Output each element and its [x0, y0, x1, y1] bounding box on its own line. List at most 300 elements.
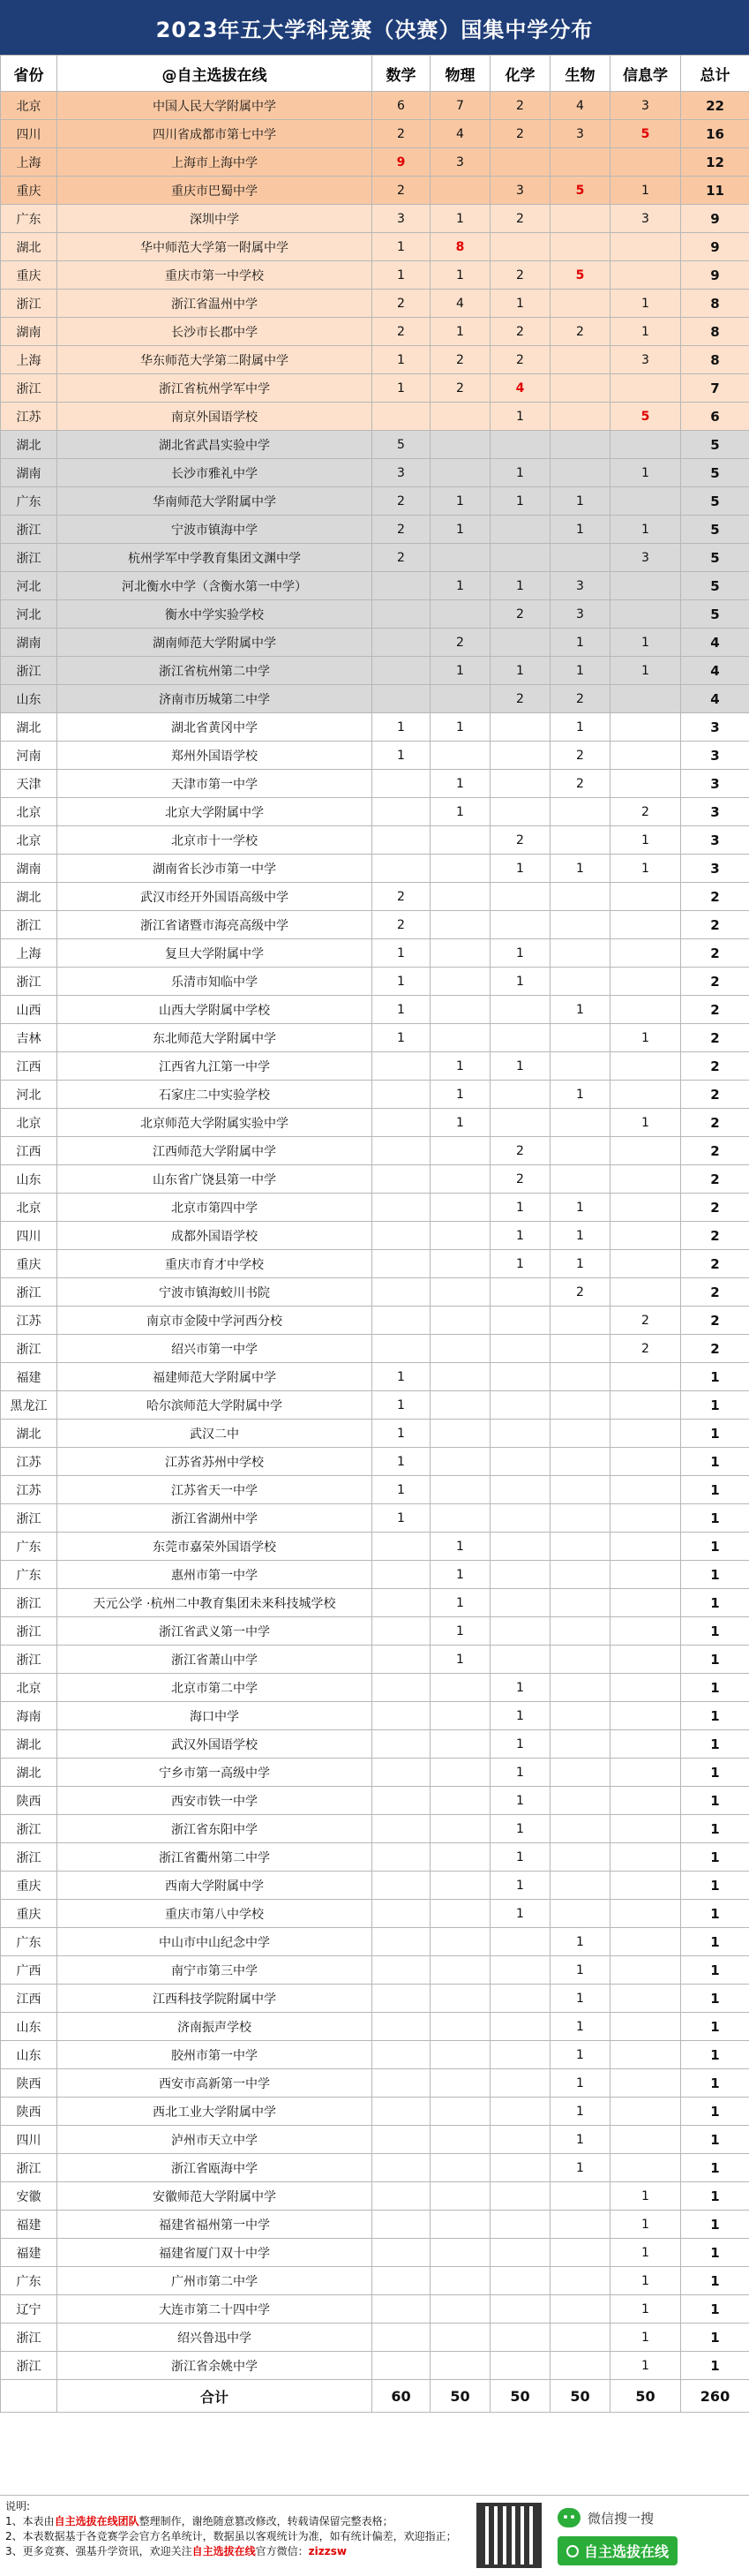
cell-total: 5: [681, 516, 749, 544]
table-row: [1, 318, 749, 346]
cell-informatics: 1: [610, 459, 681, 487]
cell-total: 1: [681, 1815, 749, 1843]
cell-chemistry: 1: [491, 1872, 551, 1900]
cell-school: 衡水中学实验学校: [57, 600, 372, 629]
cell-math: 3: [372, 205, 431, 233]
cell-chemistry: [491, 2126, 551, 2154]
cell-physics: [431, 1504, 491, 1533]
cell-chemistry: [491, 148, 551, 177]
table-row: [1, 1448, 749, 1476]
cell-math: 1: [372, 261, 431, 290]
cell-chemistry: 1: [491, 1900, 551, 1928]
cell-math: [372, 1674, 431, 1702]
cell-total: 1: [681, 2126, 749, 2154]
cell-physics: [431, 2267, 491, 2295]
cell-informatics: [610, 1137, 681, 1165]
cell-informatics: [610, 1674, 681, 1702]
cell-school: 浙江省湖州中学: [57, 1504, 372, 1533]
table-row: [1, 939, 749, 968]
cell-province: 重庆: [1, 261, 57, 290]
cell-biology: 1: [551, 713, 610, 742]
cell-biology: [551, 1674, 610, 1702]
cell-total: 1: [681, 1476, 749, 1504]
cell-school: 杭州学军中学教育集团文渊中学: [57, 544, 372, 572]
cell-biology: [551, 1589, 610, 1617]
table-row: [1, 177, 749, 205]
cell-biology: 1: [551, 2126, 610, 2154]
notes-section: [0, 2495, 749, 2576]
cell-biology: [551, 1137, 610, 1165]
cell-total: 2: [681, 1278, 749, 1307]
cell-biology: [551, 1815, 610, 1843]
cell-informatics: [610, 2069, 681, 2098]
header-chemistry: 化学: [491, 56, 551, 92]
cell-school: 东北师范大学附属中学: [57, 1024, 372, 1052]
cell-physics: 4: [431, 290, 491, 318]
cell-chemistry: 2: [491, 205, 551, 233]
cell-total: 1: [681, 2098, 749, 2126]
table-row: [1, 2267, 749, 2295]
cell-chemistry: [491, 2013, 551, 2041]
cell-math: [372, 1194, 431, 1222]
cell-physics: 1: [431, 318, 491, 346]
cell-physics: [431, 911, 491, 939]
table-row: [1, 1617, 749, 1646]
cell-math: 2: [372, 177, 431, 205]
cell-biology: [551, 826, 610, 855]
cell-informatics: [610, 1278, 681, 1307]
cell-total: 2: [681, 1335, 749, 1363]
cell-chemistry: 2: [491, 685, 551, 713]
table-row: [1, 1759, 749, 1787]
cell-informatics: [610, 2013, 681, 2041]
table-row: [1, 1815, 749, 1843]
cell-biology: [551, 2295, 610, 2324]
cell-chemistry: [491, 770, 551, 798]
cell-total: 8: [681, 318, 749, 346]
cell-chemistry: [491, 1335, 551, 1363]
cell-math: [372, 1759, 431, 1787]
totals-biology: 50: [551, 2380, 610, 2413]
cell-physics: 3: [431, 148, 491, 177]
cell-chemistry: [491, 2267, 551, 2295]
cell-province: 广东: [1, 1928, 57, 1956]
cell-physics: [431, 742, 491, 770]
cell-biology: 1: [551, 657, 610, 685]
cell-physics: [431, 1250, 491, 1278]
cell-school: 长沙市长郡中学: [57, 318, 372, 346]
table-row: [1, 374, 749, 403]
cell-total: 1: [681, 1787, 749, 1815]
cell-province: 江西: [1, 1985, 57, 2013]
cell-province: 重庆: [1, 177, 57, 205]
cell-total: 2: [681, 911, 749, 939]
cell-total: 1: [681, 2239, 749, 2267]
cell-informatics: [610, 2041, 681, 2069]
cell-chemistry: [491, 1391, 551, 1420]
cell-chemistry: [491, 1448, 551, 1476]
cell-school: 武汉外国语学校: [57, 1730, 372, 1759]
page-title: 2023年五大学科竞赛（决赛）国集中学分布: [0, 0, 749, 55]
cell-physics: 1: [431, 657, 491, 685]
cell-biology: [551, 1476, 610, 1504]
cell-school: 浙江省杭州学军中学: [57, 374, 372, 403]
wechat-search-label: 微信搜一搜: [588, 2509, 654, 2527]
cell-chemistry: [491, 629, 551, 657]
cell-math: 1: [372, 346, 431, 374]
cell-province: 浙江: [1, 374, 57, 403]
table-row: [1, 233, 749, 261]
cell-chemistry: 1: [491, 1250, 551, 1278]
cell-school: 湖南省长沙市第一中学: [57, 855, 372, 883]
cell-math: 1: [372, 742, 431, 770]
table-row: [1, 629, 749, 657]
cell-informatics: [610, 487, 681, 516]
cell-province: 江西: [1, 1052, 57, 1081]
cell-physics: [431, 1674, 491, 1702]
cell-informatics: [610, 1533, 681, 1561]
note-1-suffix: 整理制作，谢绝随意篡改修改，转载请保留完整表格；: [139, 2515, 393, 2527]
cell-biology: [551, 1759, 610, 1787]
cell-chemistry: [491, 233, 551, 261]
cell-province: 河北: [1, 600, 57, 629]
wechat-brand-button[interactable]: [558, 2536, 678, 2565]
table-row: [1, 1363, 749, 1391]
cell-biology: 1: [551, 2069, 610, 2098]
cell-total: 1: [681, 1448, 749, 1476]
cell-math: [372, 1815, 431, 1843]
cell-biology: 1: [551, 1250, 610, 1278]
cell-school: 山东省广饶县第一中学: [57, 1165, 372, 1194]
cell-math: [372, 2098, 431, 2126]
cell-province: 浙江: [1, 544, 57, 572]
cell-province: 重庆: [1, 1900, 57, 1928]
cell-school: 胶州市第一中学: [57, 2041, 372, 2069]
cell-biology: [551, 1900, 610, 1928]
cell-math: 1: [372, 1363, 431, 1391]
cell-school: 哈尔滨师范大学附属中学: [57, 1391, 372, 1420]
cell-informatics: [610, 770, 681, 798]
cell-math: 3: [372, 459, 431, 487]
cell-physics: 1: [431, 1533, 491, 1561]
cell-total: 1: [681, 1900, 749, 1928]
cell-math: [372, 826, 431, 855]
cell-informatics: 1: [610, 657, 681, 685]
cell-biology: [551, 2267, 610, 2295]
cell-chemistry: [491, 1307, 551, 1335]
cell-biology: [551, 1165, 610, 1194]
cell-math: 9: [372, 148, 431, 177]
cell-informatics: [610, 939, 681, 968]
cell-physics: [431, 1335, 491, 1363]
cell-informatics: [610, 1448, 681, 1476]
cell-informatics: 1: [610, 2239, 681, 2267]
cell-chemistry: [491, 1533, 551, 1561]
cell-province: 山东: [1, 2041, 57, 2069]
cell-total: 1: [681, 2013, 749, 2041]
cell-math: [372, 1702, 431, 1730]
cell-biology: 3: [551, 120, 610, 148]
cell-province: 江苏: [1, 1307, 57, 1335]
note-line-3: [5, 2544, 464, 2559]
cell-math: 1: [372, 713, 431, 742]
cell-total: 2: [681, 883, 749, 911]
cell-province: 浙江: [1, 1646, 57, 1674]
cell-chemistry: 1: [491, 1702, 551, 1730]
cell-province: 浙江: [1, 1589, 57, 1617]
note-line-1: [5, 2514, 464, 2529]
cell-biology: 1: [551, 2098, 610, 2126]
table-row: [1, 1504, 749, 1533]
wechat-brand-label: 自主选拔在线: [584, 2541, 669, 2561]
cell-math: [372, 1646, 431, 1674]
cell-chemistry: [491, 2352, 551, 2380]
cell-math: [372, 1617, 431, 1646]
note-3-prefix: 3、更多竞赛、强基升学资讯，欢迎关注: [5, 2545, 192, 2557]
cell-chemistry: [491, 2295, 551, 2324]
cell-math: [372, 572, 431, 600]
cell-informatics: 1: [610, 826, 681, 855]
table-row: [1, 1109, 749, 1137]
cell-math: [372, 2267, 431, 2295]
cell-total: 1: [681, 1985, 749, 2013]
cell-informatics: 1: [610, 318, 681, 346]
cell-school: 宁波市镇海蛟川书院: [57, 1278, 372, 1307]
cell-chemistry: 1: [491, 939, 551, 968]
cell-math: 1: [372, 939, 431, 968]
cell-informatics: [610, 1646, 681, 1674]
cell-school: 福建省厦门双十中学: [57, 2239, 372, 2267]
cell-chemistry: 2: [491, 1137, 551, 1165]
cell-total: 1: [681, 1646, 749, 1674]
cell-total: 2: [681, 1307, 749, 1335]
table-row: [1, 120, 749, 148]
cell-school: 浙江省诸暨市海亮高级中学: [57, 911, 372, 939]
cell-province: 浙江: [1, 911, 57, 939]
cell-math: [372, 2126, 431, 2154]
cell-chemistry: [491, 2211, 551, 2239]
cell-school: 安徽师范大学附属中学: [57, 2182, 372, 2211]
cell-province: 黑龙江: [1, 1391, 57, 1420]
cell-math: [372, 1900, 431, 1928]
cell-informatics: [610, 883, 681, 911]
cell-chemistry: [491, 1420, 551, 1448]
totals-province-cell: [1, 2380, 57, 2413]
table-row: [1, 1024, 749, 1052]
cell-informatics: [610, 1504, 681, 1533]
cell-informatics: [610, 685, 681, 713]
cell-total: 1: [681, 1504, 749, 1533]
cell-informatics: [610, 1561, 681, 1589]
cell-chemistry: [491, 996, 551, 1024]
cell-province: 浙江: [1, 968, 57, 996]
cell-informatics: 2: [610, 1335, 681, 1363]
cell-chemistry: [491, 2182, 551, 2211]
cell-chemistry: 1: [491, 487, 551, 516]
cell-informatics: [610, 1956, 681, 1985]
cell-school: 西安市高新第一中学: [57, 2069, 372, 2098]
cell-biology: [551, 1787, 610, 1815]
cell-school: 广州市第二中学: [57, 2267, 372, 2295]
cell-school: 天元公学 ·杭州二中教育集团未来科技城学校: [57, 1589, 372, 1617]
cell-chemistry: 1: [491, 1730, 551, 1759]
cell-chemistry: 2: [491, 92, 551, 120]
cell-physics: [431, 1222, 491, 1250]
cell-physics: 2: [431, 629, 491, 657]
cell-physics: [431, 600, 491, 629]
cell-chemistry: 2: [491, 826, 551, 855]
cell-physics: [431, 1024, 491, 1052]
cell-informatics: [610, 431, 681, 459]
cell-total: 3: [681, 713, 749, 742]
cell-physics: [431, 1872, 491, 1900]
cell-math: [372, 1843, 431, 1872]
cell-biology: [551, 1646, 610, 1674]
cell-informatics: [610, 374, 681, 403]
cell-province: 山东: [1, 685, 57, 713]
note-3-suffix: 官方微信：: [256, 2545, 309, 2557]
cell-province: 上海: [1, 148, 57, 177]
cell-biology: [551, 2211, 610, 2239]
cell-biology: 1: [551, 629, 610, 657]
cell-physics: [431, 1928, 491, 1956]
cell-province: 上海: [1, 939, 57, 968]
cell-physics: [431, 1448, 491, 1476]
cell-total: 9: [681, 261, 749, 290]
cell-physics: [431, 2041, 491, 2069]
cell-total: 3: [681, 855, 749, 883]
cell-biology: 5: [551, 261, 610, 290]
cell-math: [372, 1985, 431, 2013]
cell-biology: 1: [551, 2013, 610, 2041]
cell-chemistry: 1: [491, 1052, 551, 1081]
table-row: [1, 1476, 749, 1504]
wechat-search-badge: [558, 2508, 743, 2570]
table-row: [1, 1533, 749, 1561]
cell-total: 1: [681, 1589, 749, 1617]
cell-physics: 1: [431, 713, 491, 742]
cell-math: [372, 1250, 431, 1278]
cell-school: 重庆市第八中学校: [57, 1900, 372, 1928]
cell-math: [372, 1081, 431, 1109]
cell-chemistry: [491, 1646, 551, 1674]
table-row: [1, 996, 749, 1024]
cell-math: 5: [372, 431, 431, 459]
cell-province: 湖南: [1, 318, 57, 346]
cell-math: [372, 1137, 431, 1165]
cell-province: 重庆: [1, 1872, 57, 1900]
table-row: [1, 1194, 749, 1222]
cell-province: 河北: [1, 1081, 57, 1109]
cell-physics: [431, 2069, 491, 2098]
cell-physics: [431, 2182, 491, 2211]
cell-chemistry: [491, 2239, 551, 2267]
cell-biology: 1: [551, 1928, 610, 1956]
cell-province: 北京: [1, 1109, 57, 1137]
cell-total: 11: [681, 177, 749, 205]
cell-province: 浙江: [1, 657, 57, 685]
cell-biology: [551, 1024, 610, 1052]
cell-school: 海口中学: [57, 1702, 372, 1730]
cell-math: 1: [372, 968, 431, 996]
cell-school: 大连市第二十四中学: [57, 2295, 372, 2324]
cell-informatics: [610, 1702, 681, 1730]
cell-physics: [431, 1476, 491, 1504]
cell-school: 北京大学附属中学: [57, 798, 372, 826]
cell-school: 天津市第一中学: [57, 770, 372, 798]
cell-school: 绍兴鲁迅中学: [57, 2324, 372, 2352]
cell-total: 4: [681, 629, 749, 657]
cell-total: 5: [681, 487, 749, 516]
cell-biology: [551, 374, 610, 403]
cell-total: 1: [681, 1759, 749, 1787]
cell-physics: [431, 1843, 491, 1872]
cell-province: 山东: [1, 2013, 57, 2041]
cell-school: 西北工业大学附属中学: [57, 2098, 372, 2126]
cell-math: [372, 1956, 431, 1985]
cell-chemistry: [491, 1561, 551, 1589]
cell-province: 北京: [1, 826, 57, 855]
cell-province: 江苏: [1, 1476, 57, 1504]
cell-school: 北京师范大学附属实验中学: [57, 1109, 372, 1137]
cell-biology: 1: [551, 1222, 610, 1250]
table-row: [1, 855, 749, 883]
cell-physics: [431, 2324, 491, 2352]
search-icon: [566, 2545, 579, 2557]
cell-chemistry: [491, 2069, 551, 2098]
cell-math: [372, 2211, 431, 2239]
cell-province: 湖北: [1, 883, 57, 911]
cell-school: 济南市历城第二中学: [57, 685, 372, 713]
cell-school: 山西大学附属中学校: [57, 996, 372, 1024]
cell-physics: [431, 968, 491, 996]
cell-informatics: 5: [610, 403, 681, 431]
cell-chemistry: [491, 2098, 551, 2126]
cell-informatics: [610, 1420, 681, 1448]
cell-physics: 1: [431, 1617, 491, 1646]
cell-physics: [431, 2211, 491, 2239]
cell-math: 1: [372, 1504, 431, 1533]
cell-math: 2: [372, 487, 431, 516]
cell-informatics: [610, 1617, 681, 1646]
cell-physics: [431, 939, 491, 968]
totals-label: 合计: [57, 2380, 372, 2413]
cell-math: [372, 1307, 431, 1335]
cell-total: 1: [681, 1843, 749, 1872]
cell-total: 9: [681, 205, 749, 233]
cell-math: [372, 2352, 431, 2380]
table-row: [1, 2013, 749, 2041]
cell-total: 1: [681, 2069, 749, 2098]
cell-province: 广西: [1, 1956, 57, 1985]
cell-total: 2: [681, 1165, 749, 1194]
cell-math: [372, 1561, 431, 1589]
cell-biology: [551, 2324, 610, 2352]
cell-biology: [551, 883, 610, 911]
cell-total: 22: [681, 92, 749, 120]
table-row: [1, 2182, 749, 2211]
cell-math: [372, 2013, 431, 2041]
cell-biology: [551, 1109, 610, 1137]
cell-chemistry: [491, 1617, 551, 1646]
cell-biology: 1: [551, 1081, 610, 1109]
cell-chemistry: 2: [491, 600, 551, 629]
cell-math: 1: [372, 1024, 431, 1052]
cell-math: 1: [372, 1420, 431, 1448]
cell-math: [372, 2182, 431, 2211]
cell-math: [372, 629, 431, 657]
cell-province: 四川: [1, 2126, 57, 2154]
